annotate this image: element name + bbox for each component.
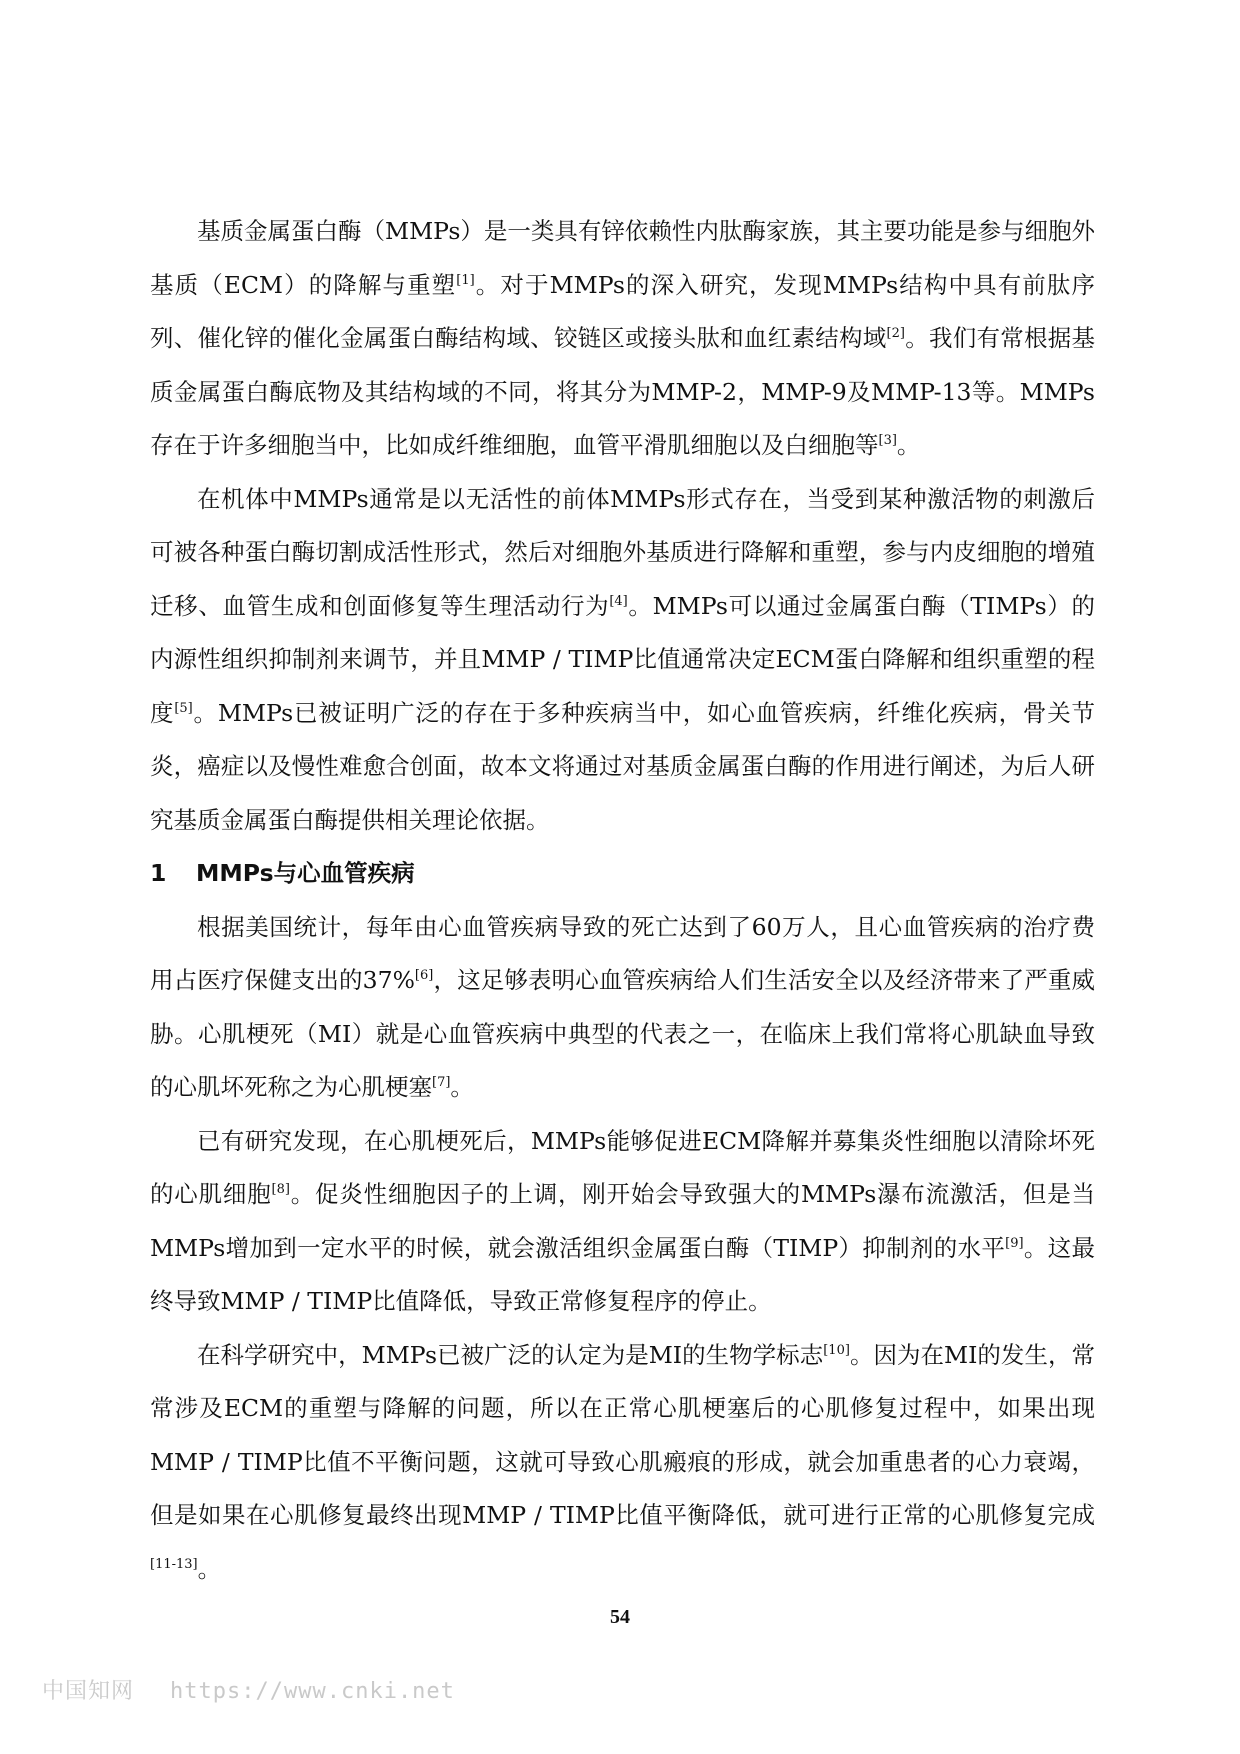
page-number: 54 <box>610 1606 630 1628</box>
text-run: 。因为在MI的发生，常常涉及ECM的重塑与降解的问题，所以在正常心肌梗塞后的心肌修复过程中，如果出现MMP / TIMP比值不平衡问题，这就可导致心肌瘢痕的形成，就会加重患者的心力衰竭，但是如果在心肌修复最终出现MMP / TIMP比值平衡降低，就可进行正常的心肌修复完成 <box>150 1340 1095 1529</box>
citation-ref: [4] <box>609 593 628 609</box>
text-run: ，这足够表明心血管疾病给人们生活安全以及经济带来了严重威胁。心肌梗死（MI）就是心血管疾病中典型的代表之一，在临床上我们常将心肌缺血导致的心肌坏死称之为心肌梗塞 <box>150 966 1096 1101</box>
paragraph <box>150 901 1095 1115</box>
citation-ref: [2] <box>886 326 905 342</box>
text-run: 已有研究发现，在心肌梗死后，MMPs能够促进ECM降解并募集炎性细胞以清除坏死的心肌细胞 <box>150 1126 1095 1208</box>
watermark-url: https://www.cnki.net <box>170 1679 455 1704</box>
text-run: 。促炎性细胞因子的上调，刚开始会导致强大的MMPs瀑布流激活，但是当MMPs增加到一定水平的时候，就会激活组织金属蛋白酶（TIMP）抑制剂的水平 <box>150 1180 1096 1262</box>
paragraph <box>150 205 1095 473</box>
text-run: 根据美国统计，每年由心血管疾病导致的死亡达到了60万人，且心血管疾病的治疗费用占医疗保健支出的37% <box>150 912 1095 994</box>
citation-ref: [3] <box>878 433 897 449</box>
text-run: 。 <box>197 1554 222 1583</box>
citation-ref: [6] <box>414 968 434 984</box>
citation-ref: [7] <box>432 1075 451 1091</box>
text-run: 。这最终导致MMP / TIMP比值降低，导致正常修复程序的停止。 <box>150 1233 1095 1315</box>
paragraph <box>150 1329 1095 1597</box>
citation-ref: [10] <box>823 1342 850 1358</box>
text-run: 。MMPs可以通过金属蛋白酶（TIMPs）的内源性组织抑制剂来调节，并且MMP / TIMP比值通常决定ECM蛋白降解和组织重塑的程度 <box>150 591 1095 727</box>
citation-ref: [9] <box>1005 1235 1024 1251</box>
watermark-site-name: 中国知网 <box>42 1679 135 1704</box>
citation-ref: [1] <box>456 272 475 288</box>
section-heading <box>150 847 1095 901</box>
body-text <box>150 205 1095 1596</box>
text-run: 基质金属蛋白酶（MMPs）是一类具有锌依赖性内肽酶家族，其主要功能是参与细胞外基质（ECM）的降解与重塑 <box>150 217 1095 299</box>
section-number: 1 <box>150 859 167 887</box>
section-title: MMPs与心血管疾病 <box>196 859 415 887</box>
cnki-watermark <box>42 1674 455 1705</box>
citation-ref: [11-13] <box>150 1556 198 1572</box>
text-run: 。我们有常根据基质金属蛋白酶底物及其结构域的不同，将其分为MMP-2，MMP-9及MMP-13等。MMPs存在于许多细胞当中，比如成纤维细胞，血管平滑肌细胞以及白细胞等 <box>150 324 1096 459</box>
text-run: 在机体中MMPs通常是以无活性的前体MMPs形式存在，当受到某种激活物的刺激后可被各种蛋白酶切割成活性形式，然后对细胞外基质进行降解和重塑，参与内皮细胞的增殖迁移、血管生成和创面修复等生理活动行为 <box>150 484 1095 620</box>
text-run: 。 <box>896 431 921 459</box>
text-run: 在科学研究中，MMPs已被广泛的认定为是MI的生物学标志 <box>197 1340 824 1369</box>
text-run: 。MMPs已被证明广泛的存在于多种疾病当中，如心血管疾病，纤维化疾病，骨关节炎，癌症以及慢性难愈合创面，故本文将通过对基质金属蛋白酶的作用进行阐述，为后人研究基质金属蛋白酶提供相关理论依据。 <box>150 698 1096 834</box>
citation-ref: [5] <box>174 700 193 716</box>
paragraph <box>150 1115 1095 1329</box>
text-run: 。对于MMPs的深入研究，发现MMPs结构中具有前肽序列、催化锌的催化金属蛋白酶结构域、铰链区或接头肽和血红素结构域 <box>150 270 1095 352</box>
paragraph <box>150 473 1095 848</box>
text-run: 。 <box>450 1073 474 1101</box>
citation-ref: [8] <box>271 1182 290 1198</box>
